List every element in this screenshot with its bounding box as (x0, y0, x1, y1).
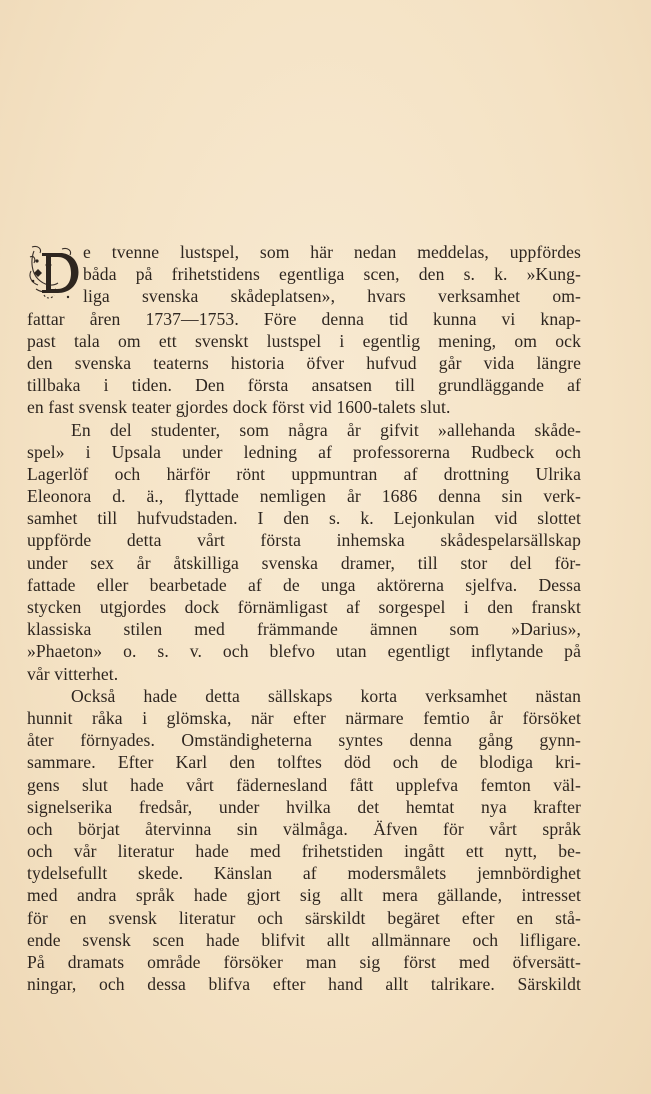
text-line: uppförde detta vårt första inhemska skådespelarsällskap (27, 530, 581, 551)
text-line: spel» i Upsala under ledning af professorerna Rudbeck och (27, 441, 581, 462)
text-line: En del studenter, som några år gifvit »allehanda skåde- (71, 419, 581, 440)
text-line: och vår literatur hade med frihetstiden ingått ett nytt, be- (27, 841, 581, 862)
text-line: tillbaka i tiden. Den första ansatsen till grundläggande af (27, 375, 581, 396)
text-line: stycken utgjordes dock förnämligast af sorgespel i den franskt (27, 597, 581, 617)
text-line: gens slut hade vårt fädernesland fått upplefva femton väl- (27, 774, 581, 795)
text-line: åter förnyades. Omständigheterna syntes denna gång gynn- (27, 730, 581, 751)
text-line: båda på frihetstidens egentliga scen, den s. k. »Kung- (83, 264, 581, 285)
text-line: På dramats område försöker man sig först med öfversätt- (27, 952, 581, 972)
text-line: liga svenska skådeplatsen», hvars verksamhet om- (83, 286, 581, 307)
body-text (27, 241, 581, 995)
text-line: en fast svensk teater gjordes dock först vid 1600-talets slut. (27, 397, 451, 418)
text-line: ningar, och dessa blifva efter hand allt talrikare. Särskildt (27, 974, 581, 995)
text-line: ende svensk scen hade blifvit allt allmännare och lifligare. (27, 929, 581, 950)
text-line: Också hade detta sällskaps korta verksamhet nästan (71, 685, 581, 706)
text-line: past tala om ett svenskt lustspel i egentlig mening, om ock (27, 330, 581, 351)
text-line: och börjat återvinna sin välmåga. Äfven för vårt språk (27, 818, 581, 839)
text-line: vår vitterhet. (27, 663, 119, 684)
text-line: Lagerlöf och härför rönt uppmuntran af drottning Ulrika (27, 463, 581, 484)
text-line: för en svensk literatur och särskildt begäret efter en stå- (27, 907, 581, 928)
text-line: signelserika fredsår, under hvilka det hemtat nya krafter (27, 796, 581, 817)
text-line: »Phaeton» o. s. v. och blefvo utan egentligt inflytande på (27, 641, 581, 662)
text-line: samhet till hufvudstaden. I den s. k. Lejonkulan vid slottet (27, 508, 581, 529)
text-line: fattar åren 1737—1753. Före denna tid kunna vi knap- (27, 308, 581, 329)
text-line: den svenska teaterns historia öfver hufvud går vida längre (27, 352, 581, 373)
text-line: Eleonora d. ä., flyttade nemligen år 1686 denna sin verk- (27, 486, 581, 507)
text-line: klassiska stilen med främmande ämnen som »Darius», (27, 619, 581, 640)
text-line: hunnit råka i glömska, när efter närmare femtio år försöket (27, 707, 581, 728)
text-line: under sex år åtskilliga svenska dramer, till stor del för- (27, 552, 581, 573)
text-line: tydelsefullt skede. Känslan af modersmålets jemnbördighet (27, 863, 581, 884)
text-line: med andra språk hade gjort sig allt mera gällande, intresset (27, 885, 581, 906)
text-line: fattade eller bearbetade af de unga aktörerna sjelfva. Dessa (27, 574, 581, 595)
text-line: e tvenne lustspel, som här nedan meddelas, uppfördes (83, 242, 581, 262)
text-line: sammare. Efter Karl den tolftes död och de blodiga kri- (27, 752, 581, 773)
